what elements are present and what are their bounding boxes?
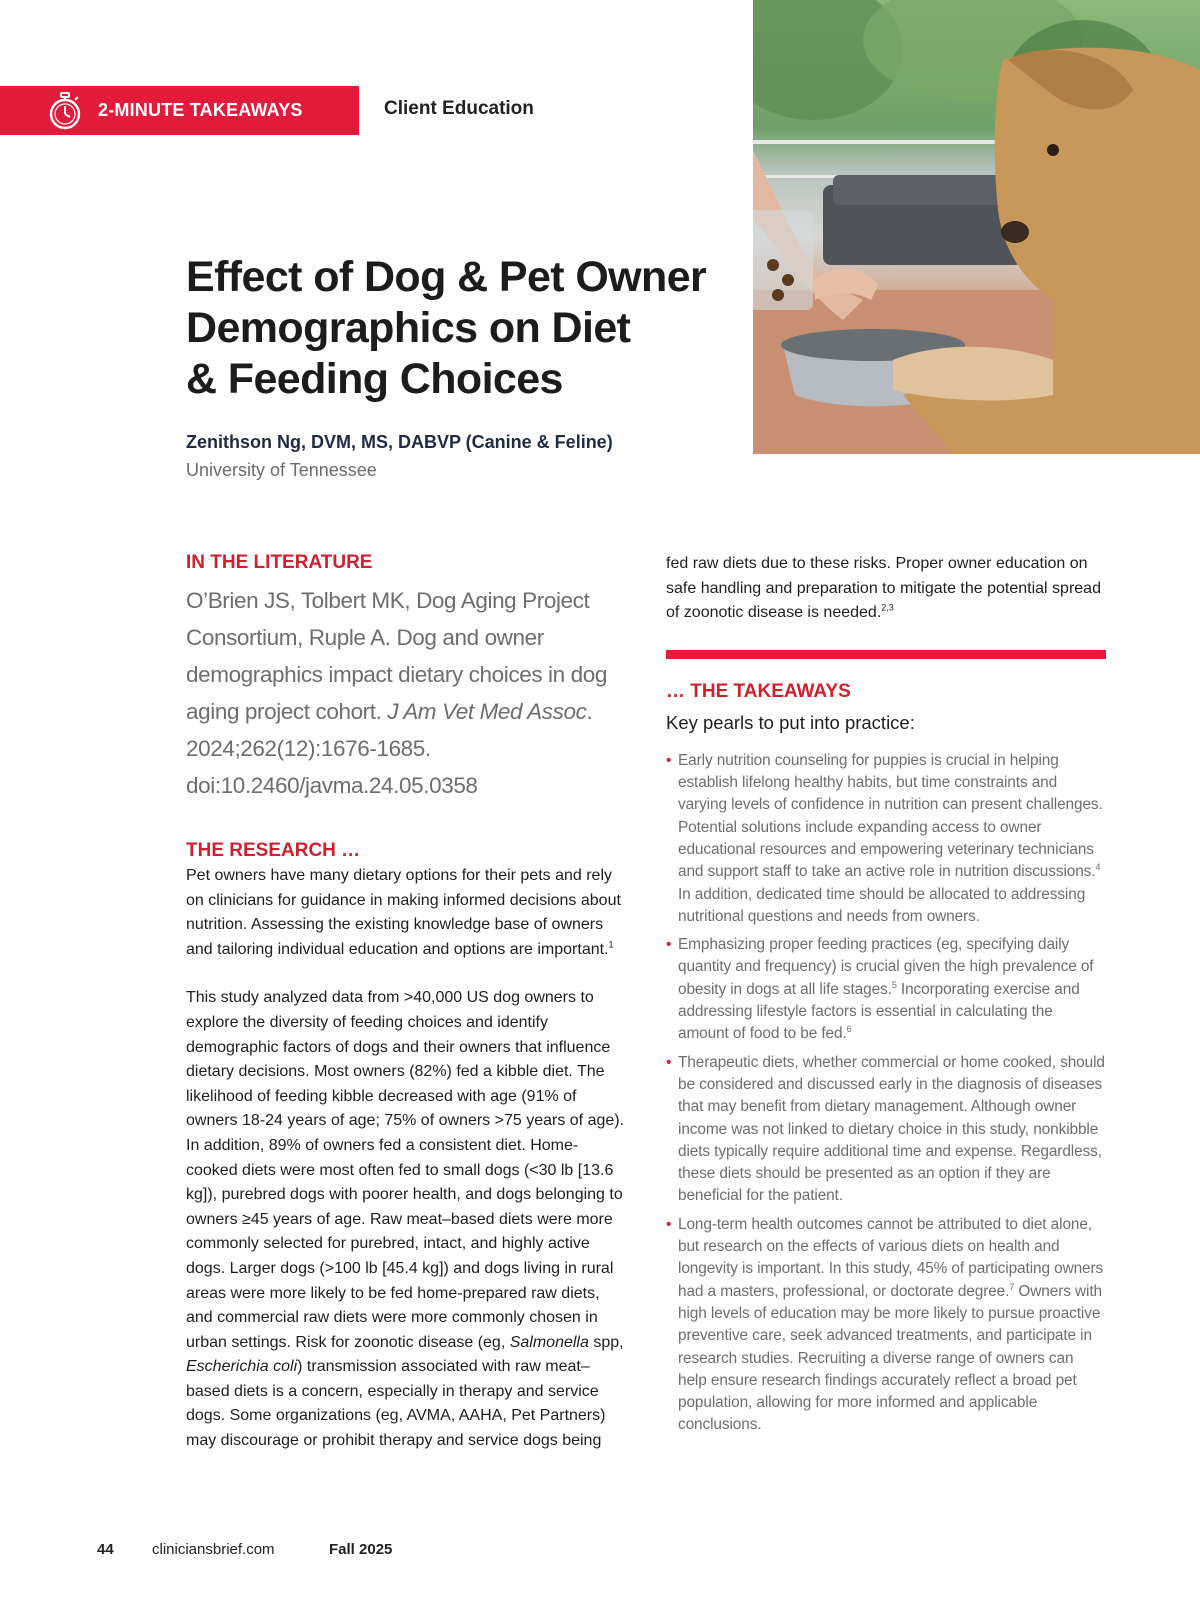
footnote-ref: 6 [846,1024,852,1035]
takeaways-banner [0,86,359,135]
footnote-ref: 1 [608,939,614,950]
bullet-dot: • [666,936,672,954]
bullet-text: Therapeutic diets, whether commercial or home cooked, should be considered and discussed early in the diagnosis of diseases that may benefit from dietary management. Although owner income was not linked to dietary choice in this study, nonkibble diets typically require additional time and expense. Regardless, these diets should be presented as an option if they are beneficial for the patient. [678,1053,1105,1205]
citation-details: . 2024;262(12):1676-1685. doi:10.2460/javma.24.05.0358 [186,699,593,798]
author-name: Zenithson Ng, DVM, MS, DABVP (Canine & Feline) [186,432,613,452]
footer-issue: Fall 2025 [329,1541,393,1558]
list-item [666,1052,1106,1208]
left-column [186,552,626,1454]
citation-authors-title: O’Brien JS, Tolbert MK, Dog Aging Project Consortium, Ruple A. Dog and owner demographics impact dietary choices in dog aging project cohort. [186,588,607,724]
right-column [666,552,1106,1443]
author-affiliation: University of Tennessee [186,460,377,480]
italic-term: Salmonella [509,1333,589,1351]
takeaways-list [666,750,1106,1437]
bullet-text: Early nutrition counseling for puppies is crucial in helping establish lifelong healthy habits, but time constraints and varying levels of confidence in nutrition can present challenges. Potential solutions include expanding access to owner educational resources and empowering veterinary technicians and support staff to take an active role in nutrition discussions. [678,751,1103,881]
citation [186,582,626,804]
footnote-ref: 4 [1095,862,1101,873]
research-p1-text: Pet owners have many dietary options for their pets and rely on clinicians for guidance in making informed decisions about nutrition. Assessing the existing knowledge base of owners and tailoring individual education and options are important. [186,867,621,958]
bullet-dot: • [666,1215,672,1233]
list-item [666,1214,1106,1437]
list-item [666,750,1106,928]
bullet-dot: • [666,751,672,769]
list-item [666,934,1106,1045]
section-label: Client Education [384,98,534,119]
stopwatch-icon [48,92,82,130]
bullet-text: Owners with high levels of education may be more likely to pursue proactive preventive care, seek advanced treatments, and participate in research studies. Recruiting a diverse range of owners can help ensure research findings accurately reflect a broad pet population, allowing for more informed and applicable conclusions. [678,1282,1102,1434]
research-paragraph-2 [186,986,626,1453]
research-p2-continued-text: fed raw diets due to these risks. Proper owner education on safe handling and preparation to mitigate the potential spread of zoonotic disease is needed. [666,555,1101,622]
title-line: & Feeding Choices [186,355,563,403]
bullet-text: Long-term health outcomes cannot be attributed to diet alone, but research on the effects of various diets on health and longevity is important. In this study, 45% of participating owners had a masters, professional, or doctorate degree. [678,1215,1104,1300]
footer-site: cliniciansbrief.com [152,1541,275,1558]
literature-heading: IN THE LITERATURE [186,552,373,573]
bullet-text: Incorporating exercise and addressing lifestyle factors is essential in calculating the amount of food to be fed. [678,980,1080,1043]
title-line: Demographics on Diet [186,304,631,352]
research-paragraph-1 [186,864,626,962]
footnote-ref: 2,3 [881,602,894,613]
hero-photo-dog-food-bowl [753,0,1200,454]
research-heading: THE RESEARCH … [186,840,361,861]
takeaways-subheading: Key pearls to put into practice: [666,711,915,733]
article-title [186,252,746,405]
banner-label: 2-MINUTE TAKEAWAYS [98,100,303,120]
citation-journal: J Am Vet Med Assoc [387,699,587,724]
research-continuation [666,552,1106,626]
research-p2-text: ) transmission associated with raw meat–based diets is a concern, especially in therapy and service dogs. Some organizations (eg, AVMA, AAHA, Pet Partners) may discourage or prohibit therapy and service dogs being [186,1358,606,1450]
page-number: 44 [97,1541,114,1558]
bullet-text: In addition, dedicated time should be allocated to addressing nutritional questions and needs from owners. [678,885,1086,925]
title-line: Effect of Dog & Pet Owner [186,253,707,301]
section-divider [666,650,1106,659]
research-p2-text: This study analyzed data from >40,000 US dog owners to explore the diversity of feeding choices and identify demographic factors of dogs and their owners that influence dietary decisions. Most owners (82%) fed a kibble diet. The likelihood of feeding kibble decreased with age (91% of owners 18-24 years of age; 75% of owners >75 years of age). In addition, 89% of owners fed a consistent diet. Home-cooked diets were most often fed to small dogs (<30 lb [13.6 kg]), purebred dogs with poorer health, and dogs belonging to owners ≥45 years of age. Raw meat–based diets were more commonly selected for purebred, intact, and highly active dogs. Larger dogs (>100 lb [45.4 kg]) and dogs living in rural areas were more likely to be fed home-prepared raw diets, and commercial raw diets were more commonly chosen in urban settings. Risk for zoonotic disease (eg, [186,989,625,1351]
footnote-ref: 7 [1009,1281,1015,1292]
takeaways-heading: … THE TAKEAWAYS [666,680,851,702]
bullet-text: Emphasizing proper feeding practices (eg, specifying daily quantity and frequency) is crucial given the high prevalence of obesity in dogs at all life stages. [678,936,1094,998]
italic-term: Escherichia coli [186,1358,298,1376]
bullet-dot: • [666,1053,672,1071]
footnote-ref: 5 [891,979,897,990]
research-p2-text: spp, [588,1333,624,1351]
